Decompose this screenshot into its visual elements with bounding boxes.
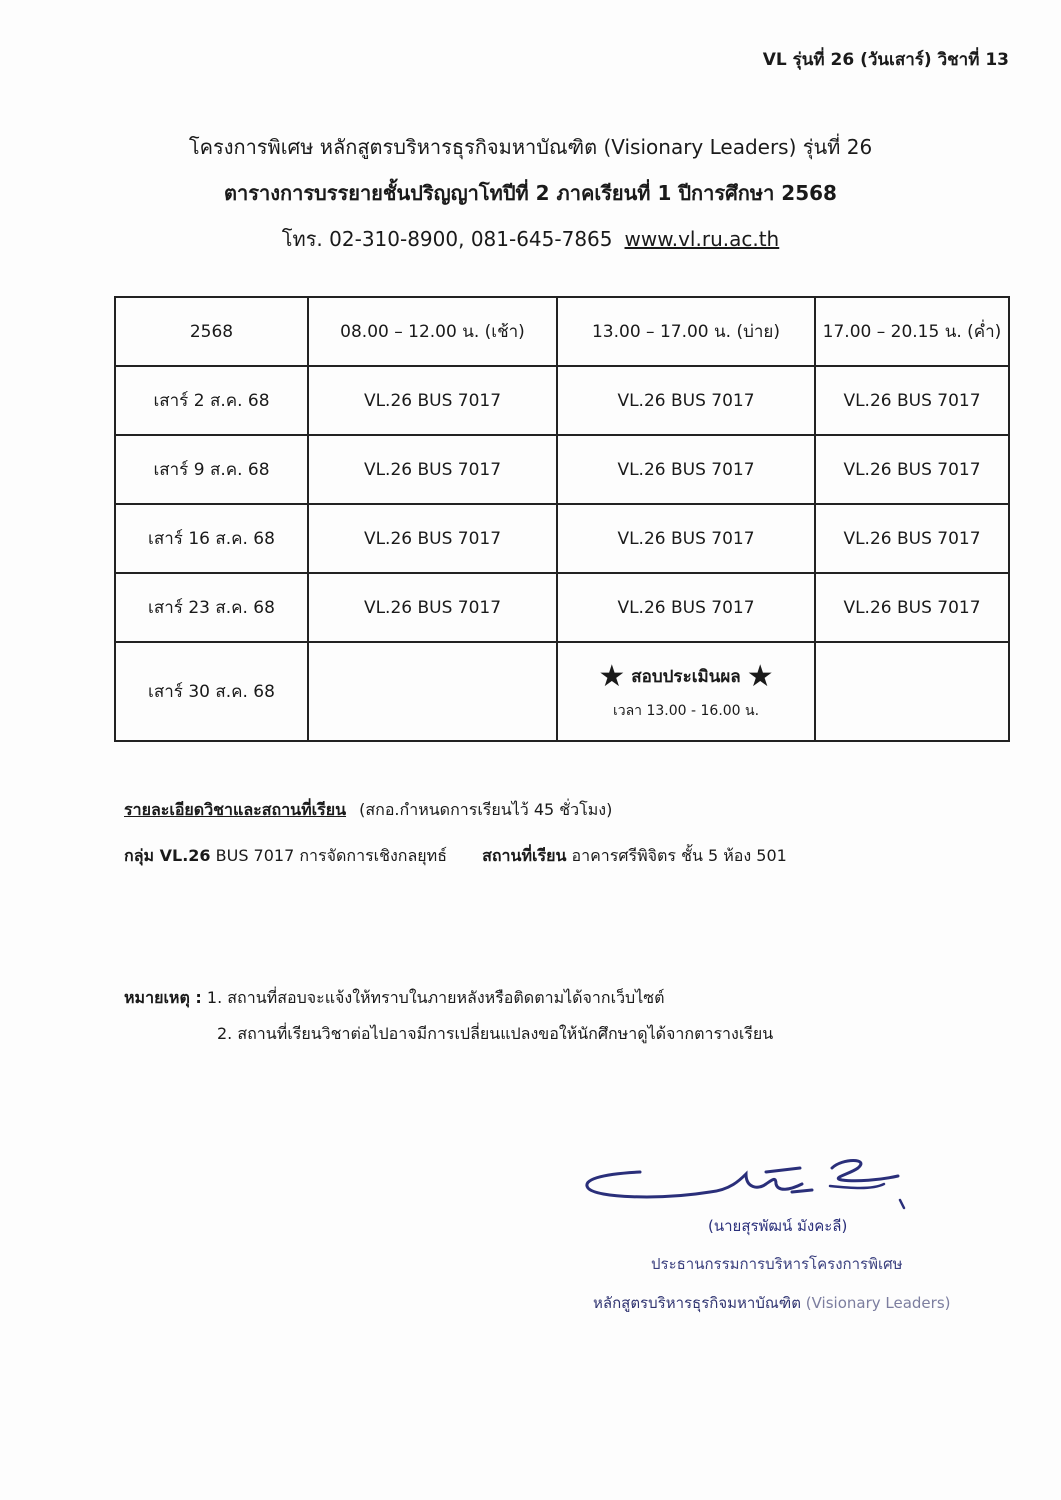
schedule-table (114, 296, 1010, 742)
exam-title-group (598, 658, 774, 694)
header-cell-evening: 17.00 – 20.15 น. (ค่ำ) (815, 297, 1009, 366)
notes-section (124, 986, 773, 1046)
hours-note: (สกอ.กำหนดการเรียนไว้ 45 ชั่วโมง) (359, 800, 613, 819)
session-cell: VL.26 BUS 7017 (557, 366, 815, 435)
signer-name: (นายสุรพัฒน์ มังคะลี) (708, 1217, 848, 1235)
empty-cell (308, 642, 557, 741)
session-cell: VL.26 BUS 7017 (308, 504, 557, 573)
details-heading (124, 798, 787, 822)
details-title: รายละเอียดวิชาและสถานที่เรียน (124, 800, 347, 819)
table-header-row (115, 297, 1009, 366)
note-1: 1. สถานที่สอบจะแจ้งให้ทราบในภายหลังหรือติดตามได้จากเว็บไซต์ (206, 988, 665, 1007)
session-cell: VL.26 BUS 7017 (557, 573, 815, 642)
date-cell: เสาร์ 16 ส.ค. 68 (115, 504, 308, 573)
course-details (124, 798, 787, 868)
exam-cell (557, 642, 815, 741)
empty-cell (815, 642, 1009, 741)
session-cell: VL.26 BUS 7017 (815, 366, 1009, 435)
session-cell: VL.26 BUS 7017 (557, 435, 815, 504)
note-row-1 (124, 986, 773, 1010)
course-info (124, 844, 787, 868)
header-subtitle: ตารางการบรรยายชั้นปริญญาโทปีที่ 2 ภาคเรียนที่ 1 ปีการศึกษา 2568 (224, 181, 837, 205)
session-cell: VL.26 BUS 7017 (308, 435, 557, 504)
session-cell: VL.26 BUS 7017 (815, 504, 1009, 573)
table-row (115, 504, 1009, 573)
date-cell: เสาร์ 30 ส.ค. 68 (115, 642, 308, 741)
exam-time: เวลา 13.00 - 16.00 น. (612, 702, 760, 719)
document-header (0, 124, 1061, 262)
date-cell: เสาร์ 9 ส.ค. 68 (115, 435, 308, 504)
header-cell-year: 2568 (115, 297, 308, 366)
group-label: กลุ่ม VL.26 (124, 846, 211, 865)
phone-numbers: โทร. 02-310-8900, 081-645-7865 (281, 227, 613, 251)
website-link[interactable]: www.vl.ru.ac.th (624, 227, 780, 251)
table-row (115, 573, 1009, 642)
star-icon: ★ (598, 658, 626, 694)
notes-label: หมายเหตุ : (124, 988, 202, 1007)
date-cell: เสาร์ 23 ส.ค. 68 (115, 573, 308, 642)
handwritten-signature (580, 1150, 920, 1220)
header-cell-morning: 08.00 – 12.00 น. (เช้า) (308, 297, 557, 366)
document-reference: VL รุ่นที่ 26 (วันเสาร์) วิชาที่ 13 (762, 50, 1009, 70)
session-cell: VL.26 BUS 7017 (308, 573, 557, 642)
header-title: โครงการพิเศษ หลักสูตรบริหารธุรกิจมหาบัณฑิต (Visionary Leaders) รุ่นที่ 26 (188, 135, 873, 159)
place-label: สถานที่เรียน (482, 846, 567, 865)
header-contact (0, 216, 1061, 262)
session-cell: VL.26 BUS 7017 (815, 435, 1009, 504)
program-name-en: (Visionary Leaders) (805, 1294, 951, 1312)
table-row-exam (115, 642, 1009, 741)
program-name: หลักสูตรบริหารธุรกิจมหาบัณฑิต (593, 1294, 801, 1312)
table-row (115, 366, 1009, 435)
session-cell: VL.26 BUS 7017 (557, 504, 815, 573)
session-cell: VL.26 BUS 7017 (815, 573, 1009, 642)
place-value: อาคารศรีพิจิตร ชั้น 5 ห้อง 501 (571, 846, 787, 865)
date-cell: เสาร์ 2 ส.ค. 68 (115, 366, 308, 435)
star-icon: ★ (746, 658, 774, 694)
header-cell-afternoon: 13.00 – 17.00 น. (บ่าย) (557, 297, 815, 366)
exam-title: สอบประเมินผล (631, 667, 741, 687)
signer-position: ประธานกรรมการบริหารโครงการพิเศษ (651, 1255, 903, 1273)
course-name: BUS 7017 การจัดการเชิงกลยุทธ์ (215, 846, 447, 865)
table-row (115, 435, 1009, 504)
session-cell: VL.26 BUS 7017 (308, 366, 557, 435)
note-2: 2. สถานที่เรียนวิชาต่อไปอาจมีการเปลี่ยนแปลงขอให้นักศึกษาดูได้จากตารางเรียน (217, 1024, 774, 1043)
signer-program (593, 1291, 951, 1315)
